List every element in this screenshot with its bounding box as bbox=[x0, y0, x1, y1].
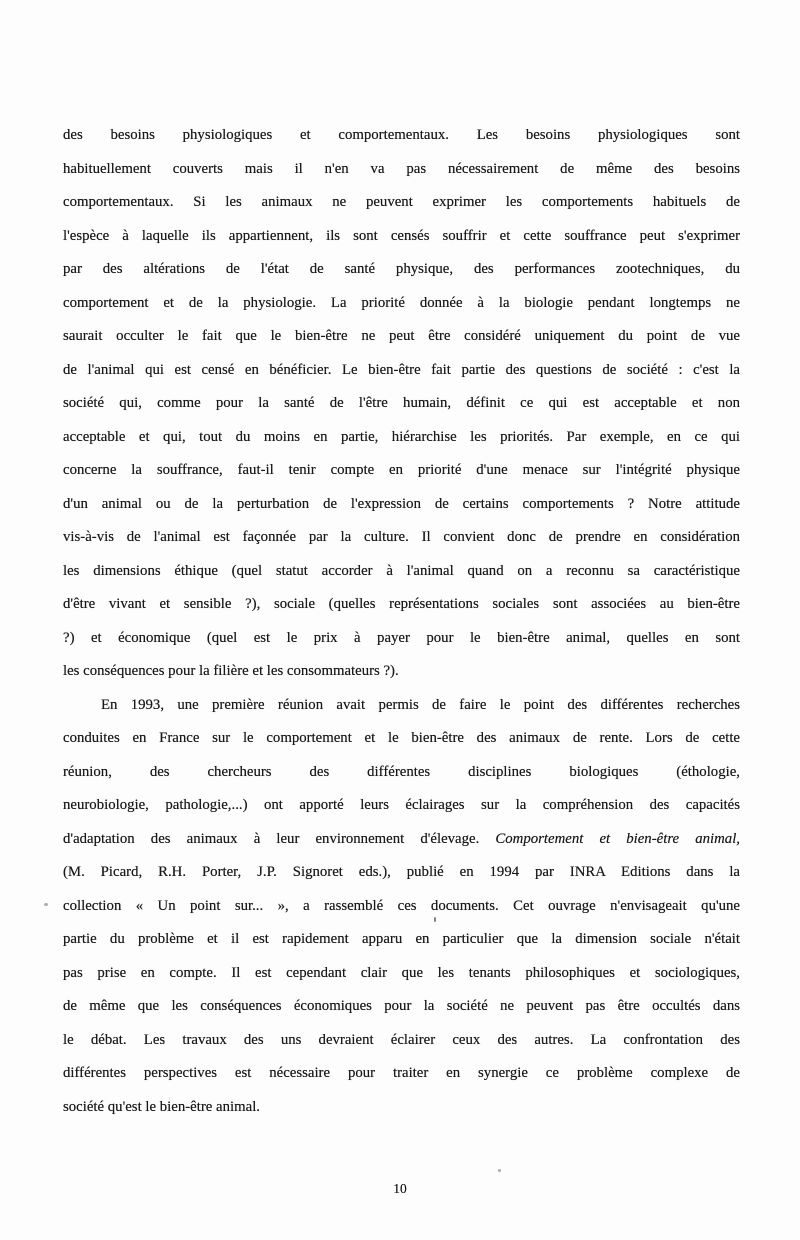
body-text bbox=[63, 119, 740, 1124]
text-segment: concerne la souffrance, faut-il tenir compte en priorité d'une menace sur l'intégrité physique bbox=[63, 462, 740, 478]
text-segment: ?) et économique (quel est le prix à payer pour le bien-être animal, quelles en sont bbox=[63, 629, 740, 646]
text-segment: d'un animal ou de la perturbation de l'expression de certains comportements ? Notre attitude bbox=[63, 495, 740, 512]
text-line bbox=[63, 287, 740, 321]
text-segment: comportementaux. Si les animaux ne peuvent exprimer les comportements habituels de bbox=[63, 194, 740, 210]
text-line bbox=[63, 220, 740, 254]
text-segment: partie du problème et il est rapidement apparu en particulier que la dimension sociale n'était bbox=[63, 931, 740, 947]
text-line bbox=[63, 521, 740, 555]
text-segment: saurait occulter le fait que le bien-être ne peut être considéré uniquement du point de vue bbox=[63, 328, 740, 344]
text-line bbox=[63, 454, 740, 488]
italic-text-segment: Comportement et bien-être animal, bbox=[495, 830, 740, 847]
text-segment: vis-à-vis de l'animal est façonnée par la culture. Il convient donc de prendre en considération bbox=[63, 529, 740, 545]
text-segment: collection « Un point sur... », a rassemblé ces documents. Cet ouvrage n'envisageait qu'une bbox=[63, 897, 740, 914]
text-segment: l'espèce à laquelle ils appartiennent, ils sont censés souffrir et cette souffrance peut s'exprimer bbox=[63, 227, 740, 244]
text-segment: les dimensions éthique (quel statut accorder à l'animal quand on a reconnu sa caractéristique bbox=[63, 562, 740, 579]
text-line bbox=[63, 890, 740, 924]
text-segment: En 1993, une première réunion avait permis de faire le point des différentes recherches bbox=[101, 696, 740, 713]
text-line bbox=[63, 186, 740, 220]
text-line bbox=[63, 689, 740, 723]
text-segment: de même que les conséquences économiques pour la société ne peuvent pas être occultés dans bbox=[63, 998, 740, 1014]
text-line bbox=[63, 488, 740, 522]
text-line bbox=[63, 856, 740, 890]
text-segment: de l'animal qui est censé en bénéficier. Le bien-être fait partie des questions de société : c'est la bbox=[63, 361, 740, 378]
page-number: 10 bbox=[393, 1181, 407, 1196]
text-segment: conduites en France sur le comportement et le bien-être des animaux de rente. Lors de cette bbox=[63, 730, 740, 746]
text-segment: comportement et de la physiologie. La priorité donnée à la biologie pendant longtemps ne bbox=[63, 294, 740, 311]
text-line bbox=[63, 421, 740, 455]
text-line bbox=[63, 253, 740, 287]
text-line bbox=[63, 320, 740, 354]
text-line bbox=[63, 153, 740, 187]
text-segment: neurobiologie, pathologie,...) ont apporté leurs éclairages sur la compréhension des capacités bbox=[63, 797, 740, 813]
text-line bbox=[63, 622, 740, 656]
text-line bbox=[63, 387, 740, 421]
text-segment: par des altérations de l'état de santé physique, des performances zootechniques, du bbox=[63, 261, 740, 277]
text-line bbox=[63, 588, 740, 622]
text-line bbox=[63, 555, 740, 589]
scan-artifact bbox=[44, 903, 48, 906]
text-segment: (M. Picard, R.H. Porter, J.P. Signoret eds.), publié en 1994 par INRA Editions dans la bbox=[63, 864, 740, 880]
text-line bbox=[63, 354, 740, 388]
scan-artifact bbox=[498, 1169, 501, 1172]
text-segment: des besoins physiologiques et comportementaux. Les besoins physiologiques sont bbox=[63, 127, 740, 143]
text-line bbox=[63, 957, 740, 991]
text-segment: d'adaptation des animaux à leur environnement d'élevage. bbox=[63, 830, 496, 847]
text-line bbox=[63, 789, 740, 823]
text-line bbox=[63, 756, 740, 790]
text-line bbox=[63, 990, 740, 1024]
text-line bbox=[63, 1024, 740, 1058]
text-line bbox=[63, 1057, 740, 1091]
text-segment: le débat. Les travaux des uns devraient éclairer ceux des autres. La confrontation des bbox=[63, 1031, 740, 1048]
text-line bbox=[63, 823, 740, 857]
text-segment: habituellement couverts mais il n'en va pas nécessairement de même des besoins bbox=[63, 160, 740, 177]
text-segment: acceptable et qui, tout du moins en partie, hiérarchise les priorités. Par exemple, en ce qui bbox=[63, 428, 740, 445]
text-line bbox=[63, 655, 740, 689]
text-segment: société qu'est le bien-être animal. bbox=[63, 1098, 260, 1115]
text-line bbox=[63, 1091, 740, 1125]
scan-artifact bbox=[434, 917, 436, 922]
text-segment: différentes perspectives est nécessaire pour traiter en synergie ce problème complexe de bbox=[63, 1065, 740, 1081]
text-segment: pas prise en compte. Il est cependant clair que les tenants philosophiques et sociologiques, bbox=[63, 964, 740, 981]
text-line bbox=[63, 923, 740, 957]
text-segment: les conséquences pour la filière et les consommateurs ?). bbox=[63, 663, 399, 679]
text-line bbox=[63, 119, 740, 153]
text-segment: société qui, comme pour la santé de l'être humain, définit ce qui est acceptable et non bbox=[63, 395, 740, 411]
text-line bbox=[63, 722, 740, 756]
text-segment: réunion, des chercheurs des différentes disciplines biologiques (éthologie, bbox=[63, 763, 740, 780]
text-segment: d'être vivant et sensible ?), sociale (quelles représentations sociales sont associées au bien-être bbox=[63, 596, 740, 612]
